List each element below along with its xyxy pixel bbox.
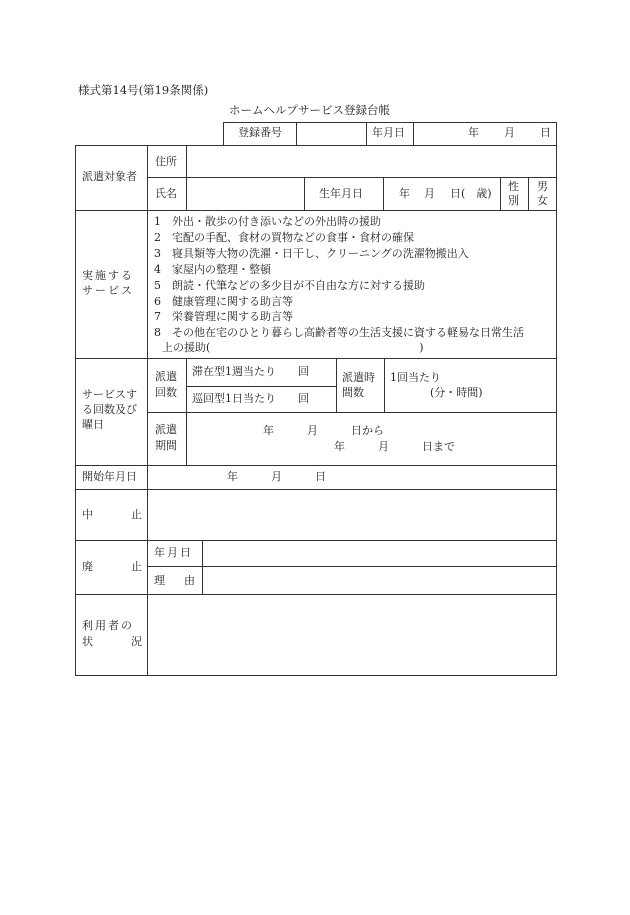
per-visit-label: 1回当たり [390, 371, 441, 384]
abolition-reason-label-2: 由 [184, 574, 195, 587]
abolition-date-label: 年月日 [154, 546, 193, 559]
sex-label-1: 性 [508, 180, 519, 193]
period-label-2: 期間 [155, 439, 177, 452]
start-date-value: 年 月 日 [227, 470, 326, 483]
sex-male: 男 [537, 180, 548, 193]
service-item: 4 家屋内の整理・整頓 [154, 263, 271, 276]
sex-label-2: 別 [508, 194, 519, 207]
suspension-label-1: 中 [82, 508, 93, 521]
service-item: 5 朗読・代筆などの多少目が不自由な方に対する援助 [154, 279, 425, 292]
date-year: 年 [468, 126, 479, 139]
birth-year: 年 [399, 187, 410, 200]
sex-female: 女 [537, 194, 548, 207]
birth-day-age: 日( 歳) [450, 187, 492, 200]
period-from: 年 月 日から [263, 424, 384, 437]
user-status-label-2b: 況 [131, 635, 142, 648]
service-item: 3 寝具類等大物の洗濯・日干し、クリーニングの洗濯物搬出入 [154, 247, 469, 260]
birth-month: 月 [424, 187, 435, 200]
patrol-type-count: 巡回型1日当たり 回 [192, 392, 309, 405]
user-status-label-2a: 状 [82, 635, 93, 648]
service-item: 8 その他在宅のひとり暮らし高齢者等の生活支援に資する軽易な日常生活 [154, 326, 524, 339]
date-day: 日 [540, 126, 551, 139]
services-label-2: サービス [82, 284, 134, 297]
abolition-label-2: 止 [131, 560, 142, 573]
reg-no-label: 登録番号 [238, 126, 282, 139]
name-label: 氏名 [155, 187, 177, 200]
dispatch-time-label-2: 間数 [342, 386, 364, 399]
period-label-1: 派遣 [155, 423, 177, 436]
start-date-label: 開始年月日 [82, 470, 137, 483]
frequency-label-2: る回数及び [82, 403, 137, 416]
date-label: 年月日 [372, 126, 405, 139]
dispatch-count-label-1: 派遣 [155, 370, 177, 383]
address-label: 住所 [155, 155, 177, 168]
frequency-label-3: 曜日 [82, 418, 104, 431]
form-number: 様式第14号(第19条関係) [78, 83, 209, 97]
dispatch-count-label-2: 回数 [155, 386, 177, 399]
time-unit-label: (分・時間) [430, 386, 483, 399]
services-label-1: 実施する [82, 269, 134, 282]
period-to: 年 月 日まで [334, 440, 455, 453]
frequency-label-1: サービスす [82, 388, 137, 401]
dispatch-time-label-1: 派遣時 [342, 371, 375, 384]
service-item: 2 宅配の手配、食材の買物などの食事・食材の確保 [154, 231, 414, 244]
suspension-label-2: 止 [131, 508, 142, 521]
service-item: 6 健康管理に関する助言等 [154, 295, 293, 308]
form-title: ホームヘルプサービス登録台帳 [229, 103, 390, 117]
recipient-section-label: 派遣対象者 [82, 170, 137, 183]
abolition-label-1: 廃 [82, 560, 93, 573]
stay-type-count: 滞在型1週当たり 回 [192, 365, 309, 378]
service-item: 7 栄養管理に関する助言等 [154, 310, 293, 323]
birth-label: 生年月日 [319, 187, 363, 200]
date-month: 月 [504, 126, 515, 139]
user-status-label-1: 利用者の [82, 619, 134, 632]
service-item: 1 外出・散歩の付き添いなどの外出時の援助 [154, 215, 381, 228]
service-item: 上の援助( ) [162, 341, 424, 354]
abolition-reason-label-1: 理 [154, 574, 165, 587]
